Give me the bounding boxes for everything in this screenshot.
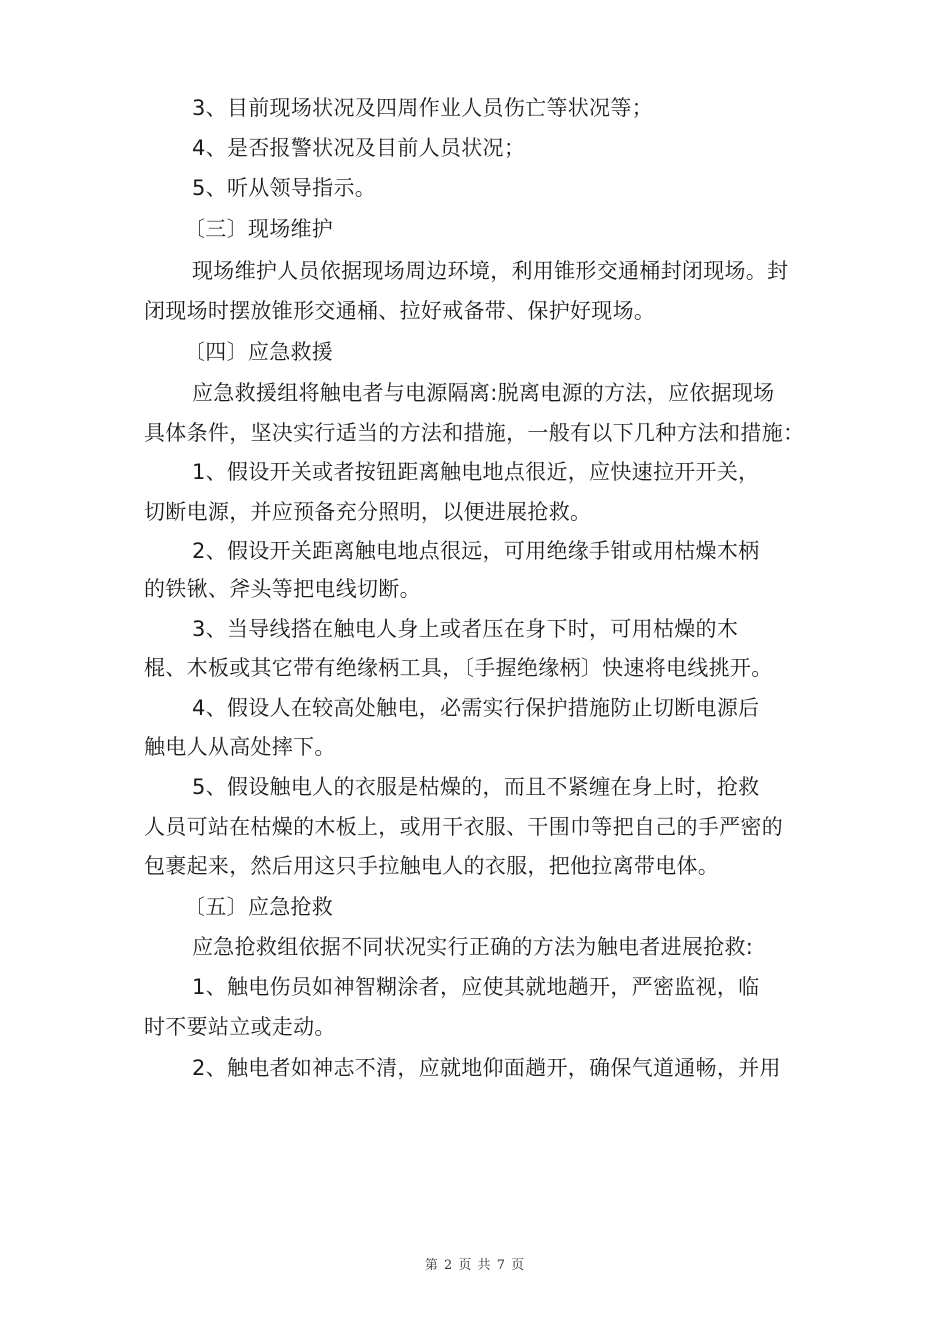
text-line: 4、是否报警状况及目前人员状况； <box>192 136 526 160</box>
text-line: 4、假设人在较高处触电，必需实行保护措施防止切断电源后 <box>192 696 760 720</box>
text-line: 应急救援组将触电者与电源隔离:脱离电源的方法，应依据现场 <box>192 381 775 405</box>
section-heading: 〔五〕应急抢救 <box>184 895 334 919</box>
text-line: 时不要站立或走动。 <box>144 1015 336 1039</box>
text-line: 3、目前现场状况及四周作业人员伤亡等状况等； <box>192 96 653 120</box>
text-line: 5、听从领导指示。 <box>192 176 377 200</box>
text-line: 人员可站在枯燥的木板上，或用干衣服、干围巾等把自己的手严密的 <box>144 815 783 839</box>
text-line: 1、触电伤员如神智糊涂者，应使其就地趟开，严密监视，临 <box>192 975 760 999</box>
page-footer: 第 2 页 共 7 页 <box>424 1258 526 1273</box>
text-line: 1、假设开关或者按钮距离触电地点很近，应快速拉开开关， <box>192 460 760 484</box>
text-line: 的铁锹、斧头等把电线切断。 <box>144 577 421 601</box>
text-line: 应急抢救组依据不同状况实行正确的方法为触电者进展抢救: <box>192 935 754 959</box>
text-line: 切断电源，并应预备充分照明，以便进展抢救。 <box>144 500 592 524</box>
text-line: 2、触电者如神志不清，应就地仰面趟开，确保气道通畅，并用 <box>192 1056 781 1080</box>
text-line: 具体条件，坚决实行适当的方法和措施，一般有以下几种方法和措施： <box>144 421 805 445</box>
text-line: 2、假设开关距离触电地点很远，可用绝缘手钳或用枯燥木柄 <box>192 539 760 563</box>
section-heading: 〔三〕现场维护 <box>184 217 334 241</box>
text-line: 棍、木板或其它带有绝缘柄工具，〔手握绝缘柄〕快速将电线挑开。 <box>144 656 773 680</box>
text-line: 包裹起来，然后用这只手拉触电人的衣服，把他拉离带电体。 <box>144 854 720 878</box>
text-line: 闭现场时摆放锥形交通桶、拉好戒备带、保护好现场。 <box>144 299 656 323</box>
text-line: 现场维护人员依据现场周边环境，利用锥形交通桶封闭现场。封 <box>192 259 789 283</box>
section-heading: 〔四〕应急救援 <box>184 340 334 364</box>
text-line: 5、假设触电人的衣服是枯燥的，而且不紧缠在身上时，抢救 <box>192 775 760 799</box>
text-line: 3、当导线搭在触电人身上或者压在身下时，可用枯燥的木 <box>192 617 739 641</box>
text-line: 触电人从高处摔下。 <box>144 735 336 759</box>
